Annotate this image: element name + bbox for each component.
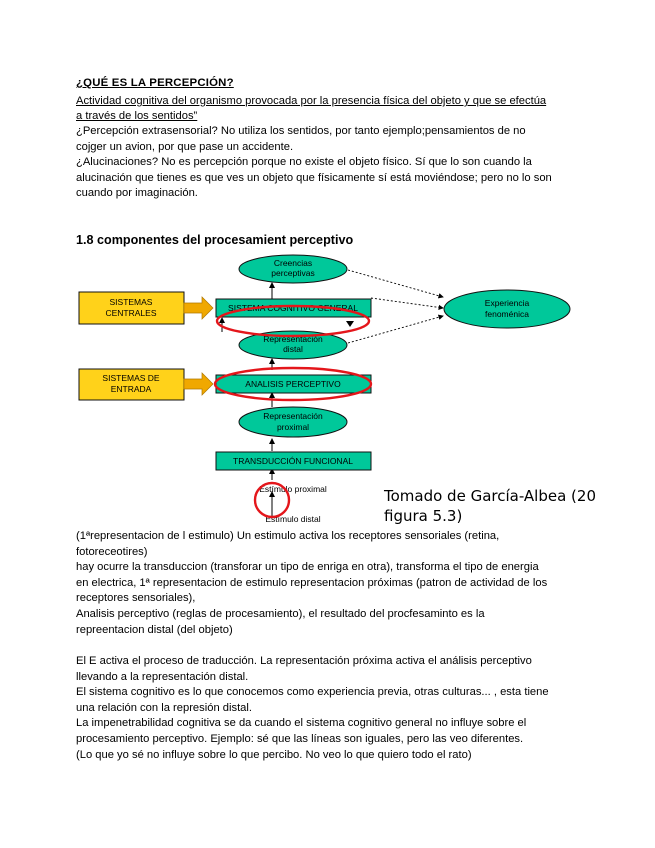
sistema-cognitivo-label: SISTEMA COGNITIVO GENERAL bbox=[228, 303, 358, 313]
sistemas-entrada-label-1: SISTEMAS DE bbox=[102, 373, 160, 383]
sistema-cognitivo-node bbox=[216, 299, 371, 317]
transduccion-node bbox=[216, 452, 371, 470]
experiencia-fenomenica-node bbox=[444, 290, 570, 328]
closing-line: una relación con la represión distal. bbox=[76, 701, 252, 714]
closing-line: procesamiento perceptivo. Ejemplo: sé que las líneas son iguales, pero las veo diferentes. bbox=[76, 732, 524, 745]
closing-line: llevando a la representación distal. bbox=[76, 670, 249, 683]
body-line: en electrica, 1ª representacion de estimulo representacion próximas (patron de actividad de los bbox=[76, 576, 548, 589]
caption-line-1: Tomado de García-Albea (20 bbox=[384, 487, 596, 505]
rep-proximal-label-1: Representación bbox=[263, 411, 323, 421]
intro-line: cuando por imaginación. bbox=[76, 187, 198, 200]
arrow-centrales-icon bbox=[184, 297, 213, 319]
closing-line: El sistema cognitivo es lo que conocemos como experiencia previa, otras culturas... , esta tiene bbox=[76, 686, 549, 699]
creencias-perceptivas-node bbox=[239, 255, 347, 283]
dotted-arrow-distal bbox=[348, 316, 443, 343]
analisis-label: ANALISIS PERCEPTIVO bbox=[245, 379, 341, 389]
experiencia-label-1: Experiencia bbox=[484, 298, 530, 308]
intro-line: cojger un avion, por que pase un accidente. bbox=[76, 140, 294, 153]
creencias-label-2: perceptivas bbox=[271, 268, 315, 278]
dotted-arrow-cognitivo bbox=[371, 298, 443, 308]
intro-line: ¿Percepción extrasensorial? No utiliza los sentidos, por tanto ejemplo;pensamientos de no bbox=[76, 125, 526, 137]
body-line: receptores sensoriales), bbox=[76, 592, 196, 605]
analisis-perceptivo-node bbox=[216, 375, 371, 393]
closing-paragraph bbox=[76, 654, 549, 763]
intro-line: alucinación que tienes es que ves un objeto que físicamente sí está moviéndose; pero no lo son bbox=[76, 171, 552, 184]
sistemas-entrada-label-2: ENTRADA bbox=[110, 384, 152, 394]
rep-distal-label-2: distal bbox=[283, 344, 303, 354]
body-line: hay ocurre la transduccion (transforar un tipo de enriga en otra), transforma el tipo de energia bbox=[76, 561, 539, 574]
closing-line: El E activa el proceso de traducción. La representación próxima activa el análisis perceptivo bbox=[76, 655, 532, 667]
sistemas-entrada-node bbox=[79, 369, 184, 400]
sistemas-centrales-node bbox=[79, 292, 184, 324]
closing-line: (Lo que yo sé no influye sobre lo que percibo. No veo lo que quiero todo el rato) bbox=[76, 748, 472, 761]
definition-line-2: a través de los sentidos” bbox=[76, 110, 198, 122]
section-heading: 1.8 componentes del procesamient perceptivo bbox=[76, 233, 354, 247]
rep-distal-label-1: Representación bbox=[263, 334, 323, 344]
rep-proximal-label-2: proximal bbox=[276, 422, 310, 432]
transduccion-label: TRANSDUCCIÓN FUNCIONAL bbox=[233, 456, 353, 466]
page-title: ¿QUÉ ES LA PERCEPCIÓN? bbox=[76, 77, 234, 89]
creencias-label-1: Creencias bbox=[273, 258, 313, 268]
figure-caption bbox=[384, 486, 596, 526]
body-line: (1ªrepresentacion de l estimulo) Un estimulo activa los receptores sensoriales (retina, bbox=[76, 530, 500, 542]
arrow-entrada-icon bbox=[184, 373, 213, 395]
estimulo-distal-label: Estímulo distal bbox=[265, 514, 321, 524]
estimulo-proximal-label: Estímulo proximal bbox=[259, 484, 327, 494]
dotted-arrow-creencias bbox=[348, 270, 443, 297]
representacion-proximal-node bbox=[239, 407, 347, 437]
caption-line-2: figura 5.3) bbox=[384, 507, 463, 525]
closing-line: La impenetrabilidad cognitiva se da cuando el sistema cognitivo general no influye sobre el bbox=[76, 717, 527, 730]
definition-line-1: Actividad cognitiva del organismo provocada por la presencia física del objeto y que se efectúa bbox=[76, 95, 547, 107]
body-line: fotoreceotires) bbox=[76, 545, 148, 558]
body-line: repreentacion distal (del objeto) bbox=[76, 623, 233, 636]
body-line: Analisis perceptivo (reglas de procesamiento), el resultado del procfesaminto es la bbox=[76, 607, 485, 620]
experiencia-label-2: fenoménica bbox=[485, 309, 529, 319]
sistemas-centrales-label-2: CENTRALES bbox=[105, 308, 157, 318]
intro-paragraph bbox=[76, 124, 552, 202]
sistemas-centrales-label-1: SISTEMAS bbox=[109, 297, 153, 307]
small-arrowhead bbox=[346, 321, 354, 327]
body-paragraph bbox=[76, 529, 547, 638]
intro-line: ¿Alucinaciones? No es percepción porque no existe el objeto físico. Sí que lo son cuando la bbox=[76, 156, 532, 169]
